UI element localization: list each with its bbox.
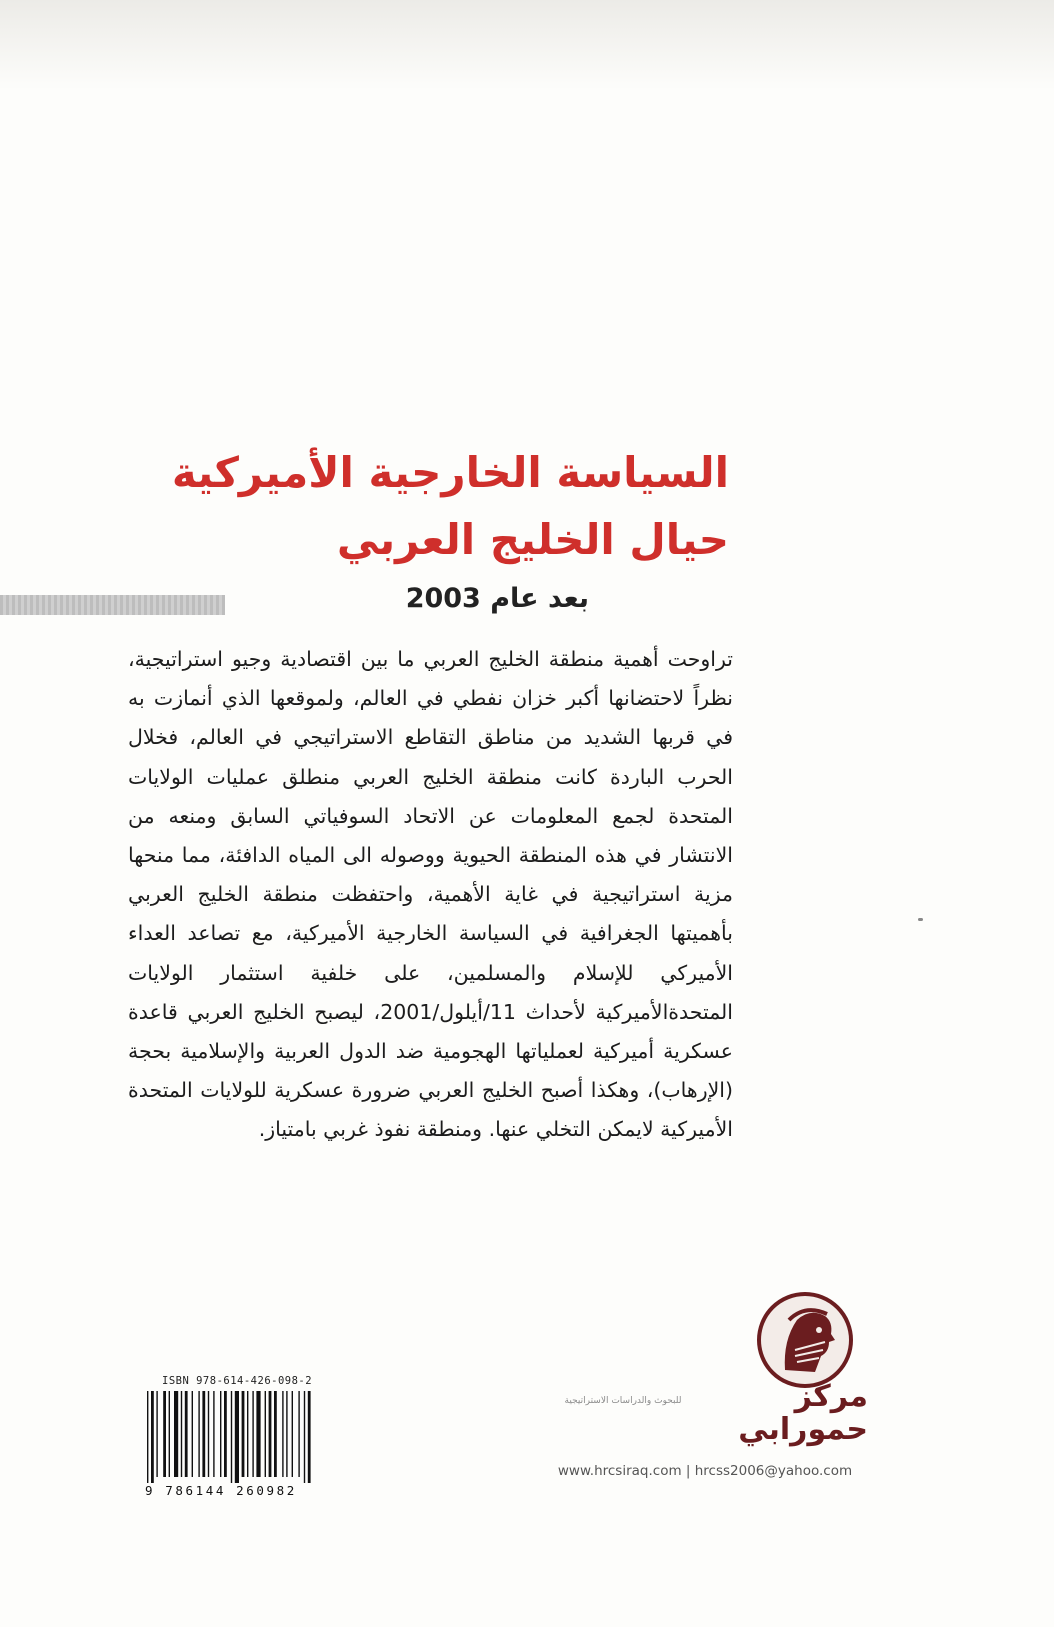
barcode-bar — [304, 1391, 305, 1483]
publisher-contact: www.hrcsiraq.com | hrcss2006@yahoo.com — [557, 1463, 853, 1479]
barcode-bar — [265, 1391, 266, 1477]
barcode-bar — [274, 1391, 277, 1477]
barcode-bar — [213, 1391, 214, 1477]
barcode-bar — [202, 1391, 205, 1477]
publisher-name: مركز حمورابي — [738, 1379, 868, 1447]
barcode-bar — [147, 1391, 148, 1483]
synopsis-paragraph: تراوحت أهمية منطقة الخليج العربي ما بين اقتصادية وجيو استراتيجية، نظراً لاحتضانها أكبر خزان نفطي في العالم، ولموقعها الذي أنمازت به في قربها الشديد من مناطق التقاطع الاستراتيجي في العالم، فخلال الحرب الباردة كانت منطقة الخليج العربي منطلق عمليات الولايات المتحدة لجمع المعلومات عن الاتحاد السوفياتي السابق ومنعه من الانتشار في هذه المنطقة الحيوية ووصوله الى المياه الدافئة، مما منحها مزية استراتيجية في غاية الأهمية، واحتفظت منطقة الخليج العربي بأهميتها الجغرافية في السياسة الخارجية الأميركية، مع تصاعد العداء الأميركي للإسلام والمسلمين، على خلفية استثمار الولايات المتحدةالأميركية لأحداث 11/أيلول/2001، ليصبح الخليج العربي قاعدة عسكرية أميركية لعملياتها الهجومية ضد الدول العربية والإسلامية بحجة (الإرهاب)، وهكذا أصبح الخليج العربي ضرورة عسكرية للولايات المتحدة الأميركية لايمكن التخلي عنها. ومنطقة نفوذ غربي بامتياز. — [128, 647, 734, 1142]
book-subtitle: بعد عام 2003 — [405, 583, 589, 614]
book-title-line-1: السياسة الخارجية الأميركية — [171, 448, 729, 497]
barcode-bar — [286, 1391, 287, 1477]
barcode-bar — [192, 1391, 193, 1477]
barcode-bar — [163, 1391, 166, 1477]
barcode-bar — [247, 1391, 248, 1477]
barcode-bar — [231, 1391, 232, 1483]
barcode-bar — [256, 1391, 260, 1477]
barcode-bar — [242, 1391, 245, 1477]
barcode-bar — [298, 1391, 299, 1477]
barcode-bar — [235, 1391, 239, 1483]
barcode-bar — [292, 1391, 293, 1477]
publisher-logo — [548, 1290, 868, 1447]
barcode-bar — [308, 1391, 311, 1483]
barcode-bar — [198, 1391, 199, 1477]
barcode-bars — [145, 1391, 320, 1485]
book-title-line-2: حيال الخليج العربي — [336, 515, 729, 564]
hammurabi-medallion-icon — [755, 1290, 855, 1390]
publisher-tagline: للبحوث والدراسات الاستراتيجية — [564, 1396, 682, 1406]
isbn-barcode — [140, 1375, 325, 1500]
barcode-bar — [181, 1391, 182, 1477]
barcode-bar — [269, 1391, 272, 1477]
barcode-bar — [220, 1391, 221, 1477]
barcode-bar — [252, 1391, 253, 1477]
print-speck — [918, 918, 923, 921]
barcode-bar — [169, 1391, 170, 1477]
barcode-bar — [282, 1391, 283, 1477]
isbn-label: ISBN 978-614-426-098-2 — [162, 1375, 313, 1387]
barcode-bar — [151, 1391, 154, 1483]
isbn-digits: 9 786144 260982 — [145, 1483, 297, 1498]
barcode-bar — [185, 1391, 188, 1477]
barcode-bar — [208, 1391, 209, 1477]
barcode-bar — [174, 1391, 178, 1477]
top-shading — [0, 0, 1054, 90]
barcode-bar — [224, 1391, 227, 1477]
barcode-bar — [156, 1391, 157, 1477]
